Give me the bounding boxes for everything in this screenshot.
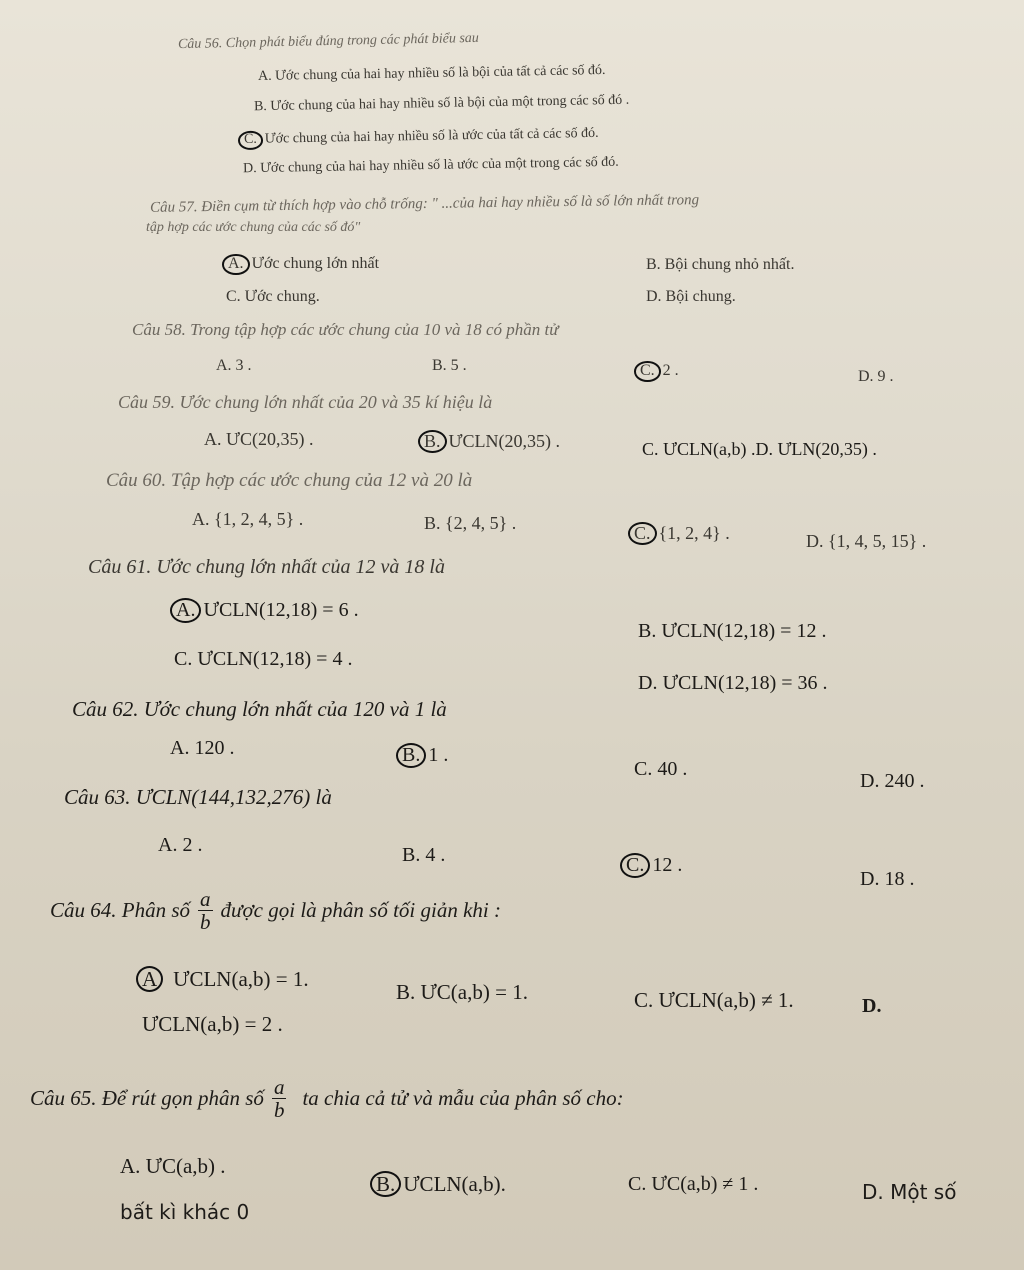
answer-circle-mark: C. bbox=[238, 131, 263, 150]
question-61-title: Câu 61. Ước chung lớn nhất của 12 và 18 là bbox=[88, 556, 445, 578]
question-56-option-b[interactable]: B. Ước chung của hai hay nhiều số là bội của một trong các số đó . bbox=[253, 92, 630, 115]
question-64-option-d-text: ƯCLN(a,b) = 2 . bbox=[142, 1012, 283, 1036]
question-61-option-c[interactable]: C. ƯCLN(12,18) = 4 . bbox=[174, 648, 353, 670]
question-56-title: Câu 56. Chọn phát biểu đúng trong các phát biểu sau bbox=[177, 30, 479, 53]
question-61-option-b[interactable]: B. ƯCLN(12,18) = 12 . bbox=[638, 620, 827, 642]
question-62-option-b[interactable] bbox=[396, 743, 448, 768]
question-65-title bbox=[30, 1076, 624, 1121]
answer-circle-mark: B. bbox=[396, 743, 426, 768]
question-60-title: Câu 60. Tập hợp các ước chung của 12 và 20 là bbox=[106, 470, 473, 491]
question-57-title-line2: tập hợp các ước chung của các số đó" bbox=[146, 220, 361, 235]
question-57-option-b[interactable]: B. Bội chung nhỏ nhất. bbox=[646, 256, 795, 273]
question-59-option-b-text: ƯCLN(20,35) . bbox=[448, 431, 560, 451]
question-64-title-pre: Câu 64. Phân số bbox=[50, 898, 191, 923]
fraction-numerator: a bbox=[200, 887, 211, 911]
question-59-option-b[interactable] bbox=[418, 430, 560, 453]
question-61-option-a[interactable] bbox=[170, 598, 359, 623]
answer-circle-mark: A. bbox=[170, 598, 201, 623]
question-56-option-d[interactable]: D. Ước chung của hai hay nhiều số là ước của một trong các số đó. bbox=[242, 154, 619, 177]
question-62-title: Câu 62. Ước chung lớn nhất của 120 và 1 là bbox=[72, 697, 447, 721]
fraction-denominator: b bbox=[200, 910, 211, 935]
question-60-option-c-text: {1, 2, 4} . bbox=[658, 523, 730, 543]
answer-circle-mark: C. bbox=[620, 853, 650, 878]
fraction-a-over-b bbox=[198, 888, 213, 933]
question-60-option-c[interactable] bbox=[628, 522, 730, 545]
question-65-option-d-text: bất kì khác 0 bbox=[120, 1200, 250, 1224]
question-64-title-post: được gọi là phân số tối giản khi : bbox=[220, 898, 501, 923]
question-61-option-a-text: ƯCLN(12,18) = 6 . bbox=[203, 599, 359, 621]
question-65-option-c[interactable]: C. ƯC(a,b) ≠ 1 . bbox=[628, 1173, 759, 1195]
question-57-option-c[interactable]: C. Ước chung. bbox=[226, 288, 320, 305]
question-63-option-c[interactable] bbox=[620, 853, 682, 878]
question-62-option-d[interactable]: D. 240 . bbox=[860, 770, 925, 792]
question-63-option-c-text: 12 . bbox=[652, 854, 683, 876]
answer-circle-mark: C. bbox=[634, 361, 661, 382]
answer-circle-mark: B. bbox=[418, 430, 447, 453]
question-60-option-b[interactable]: B. {2, 4, 5} . bbox=[424, 513, 517, 533]
question-63-option-a[interactable]: A. 2 . bbox=[158, 834, 203, 856]
answer-circle-mark: C. bbox=[628, 522, 657, 545]
fraction-a-over-b bbox=[272, 1076, 287, 1121]
question-63-option-d[interactable]: D. 18 . bbox=[860, 868, 915, 890]
question-65-option-b-text: ƯCLN(a,b). bbox=[403, 1172, 506, 1196]
question-64-option-d[interactable]: D. bbox=[862, 995, 882, 1017]
question-61-option-d[interactable]: D. ƯCLN(12,18) = 36 . bbox=[638, 672, 828, 694]
question-58-option-b[interactable]: B. 5 . bbox=[432, 357, 467, 374]
question-58-option-a[interactable]: A. 3 . bbox=[216, 357, 252, 374]
question-64-option-b[interactable]: B. ƯC(a,b) = 1. bbox=[396, 980, 528, 1004]
question-62-option-a[interactable]: A. 120 . bbox=[170, 737, 235, 759]
question-64-option-c[interactable]: C. ƯCLN(a,b) ≠ 1. bbox=[634, 988, 794, 1012]
question-59-option-c-d[interactable]: C. ƯCLN(a,b) .D. ƯLN(20,35) . bbox=[642, 439, 877, 459]
question-57-option-d[interactable]: D. Bội chung. bbox=[646, 288, 736, 305]
question-64-option-a[interactable] bbox=[136, 966, 309, 992]
question-65-option-b[interactable] bbox=[370, 1171, 506, 1197]
question-57-option-a[interactable] bbox=[222, 254, 379, 275]
question-58-title: Câu 58. Trong tập hợp các ước chung của 10 và 18 có phần tử bbox=[132, 320, 559, 339]
question-57-title: Câu 57. Điền cụm từ thích hợp vào chỗ trống: " ...của hai hay nhiều số là số lớn nhất trong bbox=[149, 192, 700, 216]
question-63-option-b[interactable]: B. 4 . bbox=[402, 844, 446, 866]
question-58-option-d[interactable]: D. 9 . bbox=[858, 368, 894, 385]
question-59-title: Câu 59. Ước chung lớn nhất của 20 và 35 kí hiệu là bbox=[118, 392, 493, 412]
question-65-title-pre: Câu 65. Để rút gọn phân số bbox=[30, 1086, 264, 1111]
question-60-option-a[interactable]: A. {1, 2, 4, 5} . bbox=[192, 509, 304, 529]
question-62-option-b-text: 1 . bbox=[428, 744, 449, 766]
question-62-option-c[interactable]: C. 40 . bbox=[634, 758, 688, 780]
question-56-option-c-text: Ước chung của hai hay nhiều số là ước của tất cả các số đó. bbox=[264, 125, 599, 147]
question-65-option-a[interactable]: A. ƯC(a,b) . bbox=[120, 1154, 226, 1178]
question-65-title-post: ta chia cả tử và mẫu của phân số cho: bbox=[302, 1086, 624, 1111]
question-56-option-a[interactable]: A. Ước chung của hai hay nhiều số là bội của tất cả các số đó. bbox=[257, 62, 606, 85]
question-64-option-a-text: ƯCLN(a,b) = 1. bbox=[173, 967, 309, 991]
question-58-option-c-text: 2 . bbox=[662, 362, 679, 379]
question-56-option-c[interactable] bbox=[238, 125, 599, 150]
fraction-denominator: b bbox=[273, 1098, 285, 1123]
answer-circle-mark: B. bbox=[370, 1171, 401, 1197]
question-57-option-a-text: Ước chung lớn nhất bbox=[251, 255, 380, 272]
question-60-option-d[interactable]: D. {1, 4, 5, 15} . bbox=[806, 531, 927, 551]
question-63-title: Câu 63. ƯCLN(144,132,276) là bbox=[64, 785, 332, 809]
question-64-title bbox=[50, 888, 501, 933]
question-58-option-c[interactable] bbox=[634, 361, 679, 382]
fraction-numerator: a bbox=[273, 1075, 285, 1099]
answer-circle-mark: A bbox=[136, 966, 163, 992]
answer-circle-mark: A. bbox=[222, 254, 250, 275]
question-65-option-d[interactable]: D. Một số bbox=[862, 1180, 957, 1204]
question-59-option-a[interactable]: A. ƯC(20,35) . bbox=[204, 429, 314, 449]
